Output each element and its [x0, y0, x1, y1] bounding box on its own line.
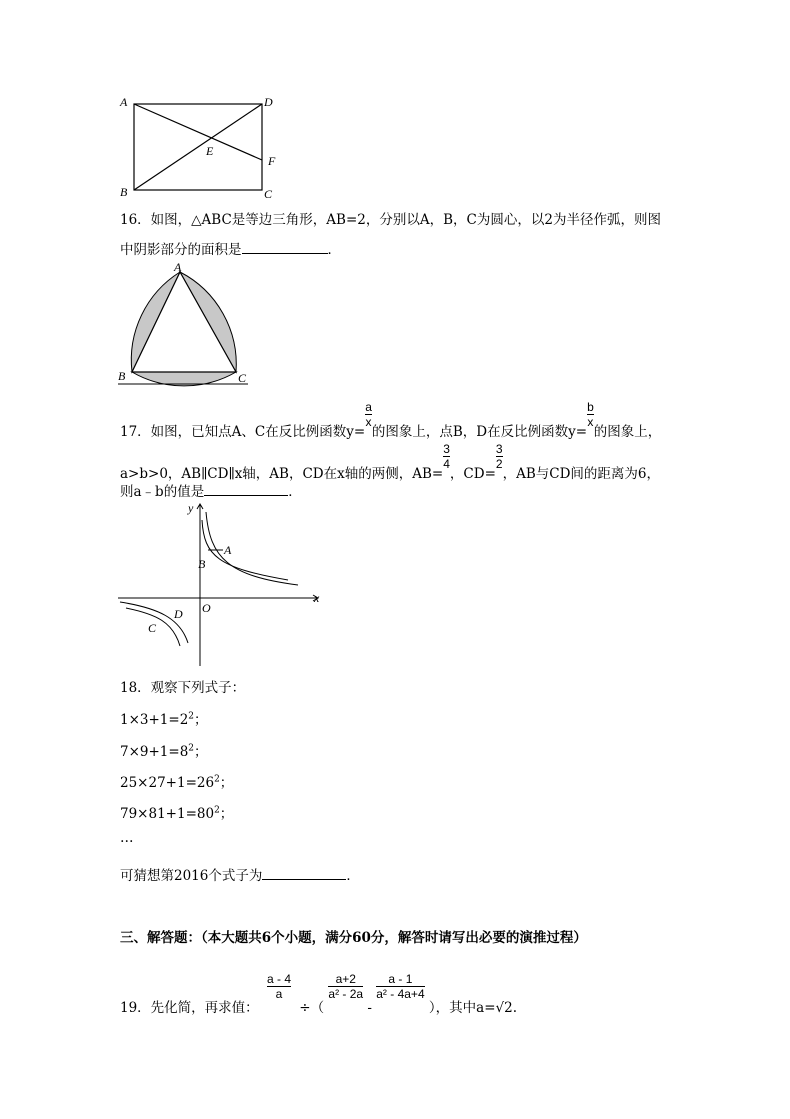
- q17-text-c: 的图象上，: [593, 424, 662, 440]
- q17-line1: [120, 400, 662, 440]
- frac-num: a: [365, 400, 372, 414]
- frac-num: a - 1: [388, 972, 413, 986]
- label-C: C: [148, 621, 157, 635]
- q18-eq1: [120, 708, 208, 728]
- frac-num: a+2: [335, 972, 356, 986]
- q18-ellipsis: …: [120, 830, 134, 846]
- q17-answer-blank[interactable]: [204, 495, 288, 496]
- q19-line: [120, 972, 518, 1016]
- q17-end: ．: [288, 484, 302, 500]
- label-A: A: [224, 543, 232, 557]
- q19-lead: 19．先化简，再求值：: [120, 1000, 259, 1016]
- q19-div: ÷（: [299, 1000, 325, 1016]
- fraction-a-minus-4-over-a: [267, 972, 291, 1001]
- q17-line3: [120, 480, 302, 500]
- q16-answer-blank[interactable]: [242, 253, 328, 254]
- q18-title: 18．观察下列式子：: [120, 680, 246, 696]
- label-B: B: [198, 557, 206, 571]
- q18-eq2: [120, 740, 208, 760]
- frac-den: a² - 2a: [328, 987, 364, 1001]
- eq-sup: 2: [188, 743, 195, 754]
- q17-text-b: 的图象上，点B，D在反比例函数y=: [371, 424, 588, 440]
- fraction-a-minus-1: [376, 972, 424, 1001]
- q18-eq4: [120, 802, 233, 822]
- frac-num: b: [587, 400, 594, 414]
- hyperbola-figure: [118, 498, 328, 668]
- fraction-3-over-4: [443, 442, 450, 471]
- sqrt-two: √2: [495, 1000, 513, 1016]
- frac-num: a - 4: [266, 972, 291, 986]
- q17-text-d: a>b>0，AB∥CD∥x轴，AB，CD在x轴的两侧，AB=: [120, 466, 444, 482]
- fraction-3-over-2: [496, 442, 503, 471]
- q17-text-f: ，AB与CD间的距离为6，: [502, 466, 660, 482]
- q18-answer-blank[interactable]: [262, 879, 346, 880]
- frac-den: 2: [495, 457, 503, 471]
- q19-end: .: [512, 1000, 518, 1016]
- label-D: D: [174, 607, 183, 621]
- label-E: E: [206, 144, 214, 158]
- label-A: A: [120, 95, 128, 109]
- q17-text-e: ，CD=: [449, 466, 496, 482]
- q16-text: 中阴影部分的面积是: [120, 242, 242, 258]
- label-B: B: [118, 369, 126, 383]
- q18-guess: [120, 864, 360, 884]
- frac-den: a: [275, 987, 283, 1001]
- eq-semi: ；: [219, 806, 234, 822]
- q16-end: ．: [327, 242, 341, 258]
- label-B: B: [120, 185, 128, 199]
- fraction-b-over-x: [587, 400, 594, 429]
- q17-text-a: 17．如图，已知点A、C在反比例函数y=: [120, 424, 366, 440]
- q19-tail: ），其中a=: [428, 1000, 496, 1016]
- frac-den: x: [365, 415, 372, 429]
- eq-sup: 2: [188, 711, 195, 722]
- eq-text: 25×27+1=26: [120, 775, 215, 791]
- fraction-a-plus-2: [328, 972, 363, 1001]
- label-C: C: [238, 371, 247, 385]
- q17-line2: [120, 442, 660, 482]
- label-A: A: [174, 260, 182, 274]
- q19-minus: -: [367, 1000, 372, 1016]
- reuleaux-figure: [112, 260, 252, 390]
- q17-text-g: 则a﹣b的值是: [120, 484, 205, 500]
- frac-den: a² - 4a+4: [376, 987, 425, 1001]
- label-y: y: [188, 501, 194, 515]
- label-F: F: [268, 154, 276, 168]
- eq-semi: ；: [194, 712, 208, 728]
- frac-den: x: [587, 415, 594, 429]
- q18-end: ．: [346, 868, 360, 884]
- label-O: O: [202, 601, 211, 615]
- eq-semi: ；: [194, 744, 208, 760]
- eq-semi: ；: [219, 775, 234, 791]
- frac-num: 3: [443, 442, 450, 456]
- label-x: x: [314, 591, 320, 605]
- section-title: 三、解答题：（本大题共6个小题，满分60分，解答时请写出必要的演推过程）: [120, 930, 587, 946]
- frac-num: 3: [495, 442, 503, 456]
- eq-text: 79×81+1=80: [120, 806, 215, 822]
- eq-text: 1×3+1=2: [120, 712, 189, 728]
- q16-line1: 16．如图，△ABC是等边三角形，AB=2，分别以A，B，C为圆心，以2为半径作弧，则图: [120, 212, 661, 228]
- eq-sup: 2: [214, 805, 220, 816]
- q16-line2: [120, 238, 341, 258]
- fraction-a-over-x: [365, 400, 372, 429]
- label-C: C: [264, 187, 273, 201]
- q18-guess-text: 可猜想第2016个式子为: [120, 868, 263, 884]
- eq-sup: 2: [214, 774, 220, 785]
- rectangle-figure: [112, 92, 287, 204]
- eq-text: 7×9+1=8: [120, 744, 189, 760]
- frac-den: 4: [443, 457, 450, 471]
- q18-eq3: [120, 771, 233, 791]
- label-D: D: [264, 95, 273, 109]
